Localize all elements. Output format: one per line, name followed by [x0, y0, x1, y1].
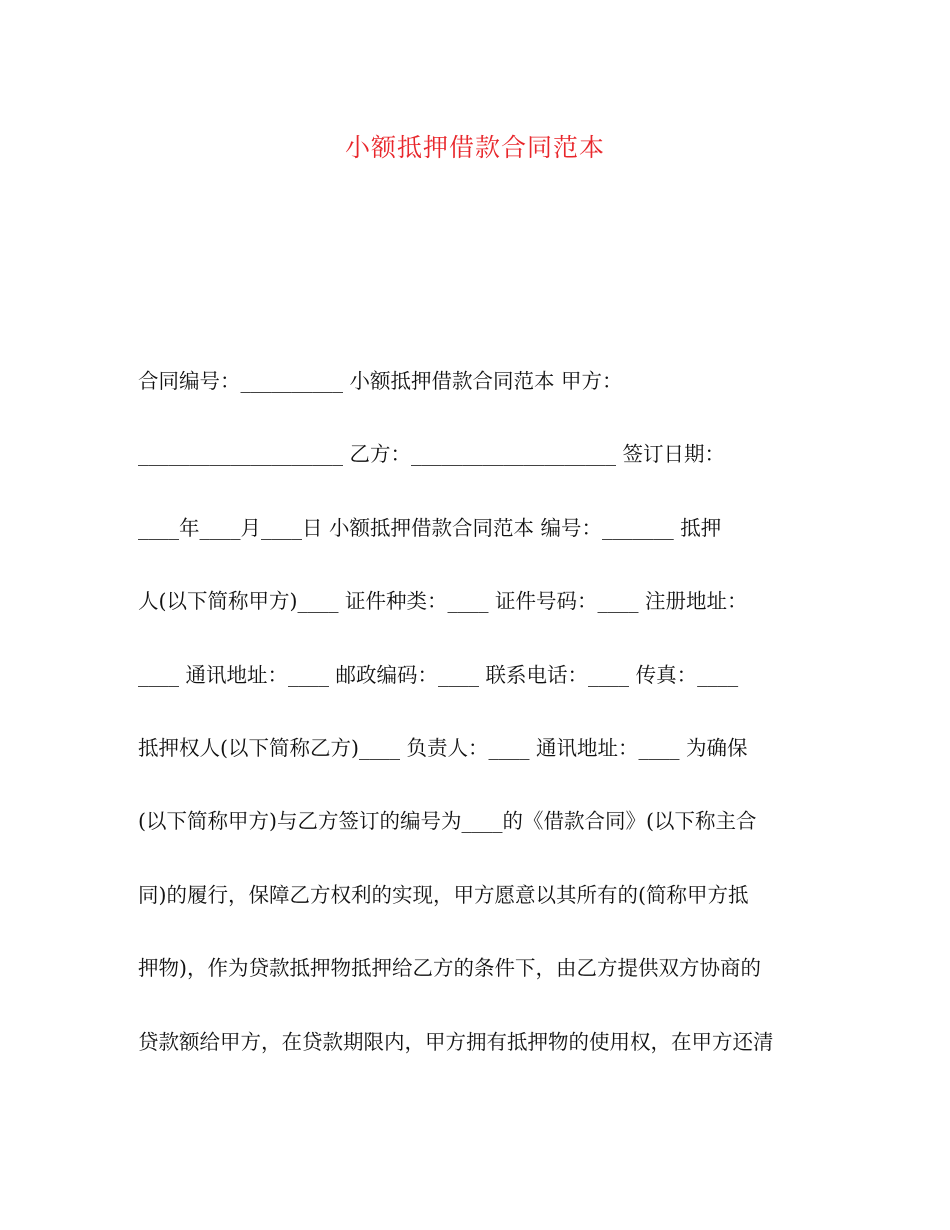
body-line-2: ____________________ 乙方：____________________ 签订日期： [138, 442, 726, 467]
body-line-6: 抵押权人(以下简称乙方)____ 负责人：____ 通讯地址：____ 为确保 [138, 735, 748, 760]
document-title: 小额抵押借款合同范本 [344, 133, 605, 162]
body-line-10: 贷款额给甲方，在贷款期限内，甲方拥有抵押物的使用权，在甲方还清 [138, 1029, 774, 1054]
body-line-4: 人(以下简称甲方)____ 证件种类：____ 证件号码：____ 注册地址： [138, 589, 748, 614]
body-line-3: ____年____月____日 小额抵押借款合同范本 编号：_______ 抵押 [138, 515, 722, 540]
contract-body [138, 358, 814, 1092]
body-line-5: ____ 通讯地址：____ 邮政编码：____ 联系电话：____ 传真：____ [138, 662, 739, 687]
body-line-7: (以下简称甲方)与乙方签订的编号为____的《借款合同》(以下称主合 [138, 809, 757, 834]
body-line-1: 合同编号：__________ 小额抵押借款合同范本 甲方： [138, 369, 623, 393]
body-line-8: 同)的履行，保障乙方权利的实现，甲方愿意以其所有的(简称甲方抵 [138, 882, 749, 907]
body-line-9: 押物)，作为贷款抵押物抵押给乙方的条件下，由乙方提供双方协商的 [138, 956, 761, 981]
